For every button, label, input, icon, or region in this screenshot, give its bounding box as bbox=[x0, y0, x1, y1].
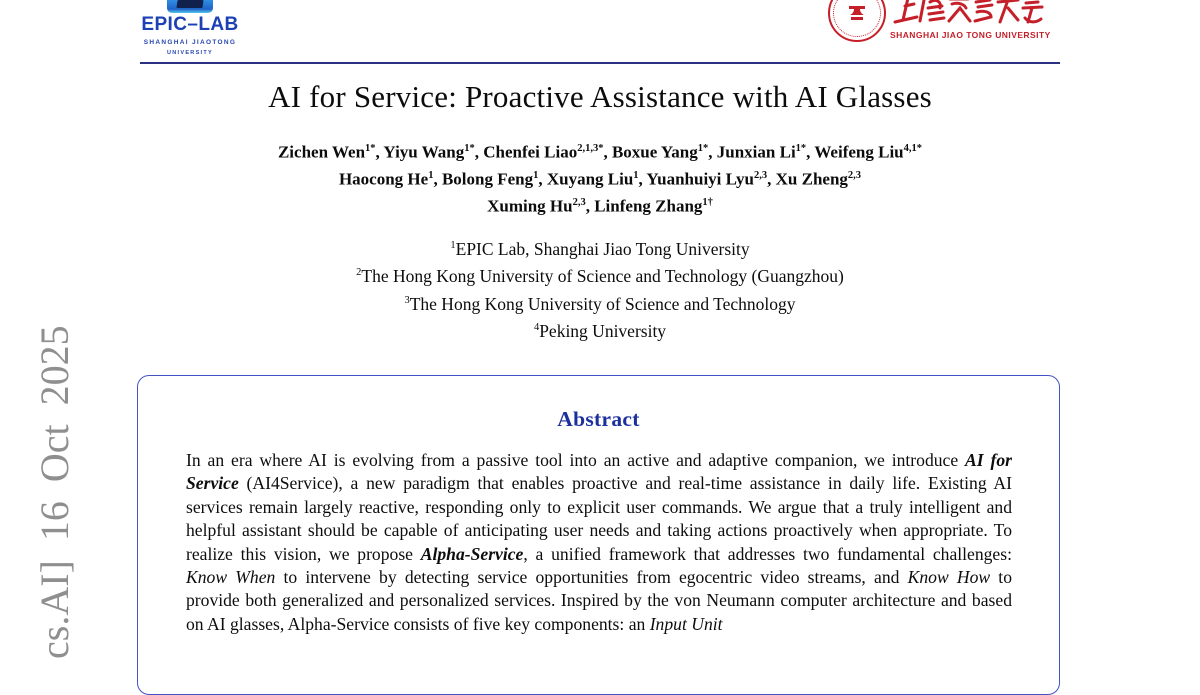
sjtu-anvil-icon bbox=[845, 1, 869, 25]
author-name: Weifeng Liu bbox=[814, 142, 904, 162]
sjtu-logo bbox=[826, 0, 1052, 48]
affiliation-text: EPIC Lab, Shanghai Jiao Tong University bbox=[455, 238, 750, 259]
author-name: Haocong He bbox=[338, 169, 429, 189]
abstract-heading: Abstract bbox=[557, 407, 640, 431]
abstract-segment: Know When bbox=[186, 567, 276, 588]
epic-lab-logo bbox=[138, 0, 242, 56]
sjtu-seal-icon bbox=[828, 0, 886, 42]
affiliation-text: Peking University bbox=[539, 320, 667, 341]
affiliation-superscript: 3 bbox=[404, 294, 410, 306]
abstract-segment: AI for Service bbox=[186, 450, 1013, 494]
abstract-segment: to intervene by detecting service opportunities from egocentric video streams, and bbox=[275, 567, 908, 588]
author-superscript: 1* bbox=[365, 143, 376, 154]
abstract-segment: Know How bbox=[907, 567, 991, 588]
author-name: Yiyu Wang bbox=[383, 142, 465, 162]
author-name: Xuming Hu bbox=[487, 196, 573, 216]
abstract-segment: Input Unit bbox=[649, 613, 723, 634]
arxiv-watermark: cs.AI] 16 Oct 2025 bbox=[32, 325, 77, 659]
affiliation-line bbox=[0, 316, 1200, 343]
author-superscript: 1† bbox=[702, 197, 713, 209]
affiliation-line bbox=[0, 289, 1200, 316]
author-superscript: 1* bbox=[464, 143, 475, 154]
author-name: Linfeng Zhang bbox=[594, 196, 703, 216]
affiliation-text: The Hong Kong University of Science and Technology (Guangzhou) bbox=[361, 266, 844, 287]
authors-block bbox=[0, 137, 1200, 218]
abstract-segment: (AI4Service), a new paradigm that enables proactive and real-time assistance in daily life. Existing AI services remain largely reactive, responding only to explicit user commands. We argue that a truly intelligent and helpful assistant should be capable of anticipating user needs and taking actions proactively when appropriate. To realize this vision, we propose bbox=[186, 473, 1012, 564]
author-name: Xu Zheng bbox=[775, 169, 848, 189]
author-name: Junxian Li bbox=[716, 142, 796, 162]
epic-lab-subtitle-1: SHANGHAI JIAOTONG bbox=[143, 39, 237, 46]
author-superscript: 2,3 bbox=[847, 170, 862, 182]
affiliation-line bbox=[0, 234, 1200, 261]
author-superscript: 1 bbox=[633, 170, 639, 182]
paper-title: AI for Service: Proactive Assistance with AI Glasses bbox=[268, 79, 932, 114]
author-name: Xuyang Liu bbox=[546, 169, 634, 189]
sjtu-logo-english: SHANGHAI JIAO TONG UNIVERSITY bbox=[890, 30, 1051, 40]
affiliation-superscript: 2 bbox=[356, 267, 362, 279]
affiliations-block bbox=[0, 234, 1200, 343]
author-name: Zichen Wen bbox=[277, 142, 366, 162]
author-superscript: 1* bbox=[697, 143, 709, 154]
affiliation-text: The Hong Kong University of Science and Technology bbox=[409, 293, 796, 314]
author-superscript: 1* bbox=[795, 143, 807, 154]
author-superscript: 1 bbox=[428, 170, 434, 182]
author-superscript: 2,3 bbox=[572, 197, 586, 209]
author-name: Boxue Yang bbox=[611, 142, 698, 162]
abstract-segment: to provide both generalized and personalized services. Inspired by the von Neumann computer architecture and based on AI glasses, Alpha-Service consists of five key components: an bbox=[186, 567, 1012, 634]
author-name: Yuanhuiyi Lyu bbox=[646, 169, 755, 189]
author-superscript: 2,3 bbox=[754, 170, 768, 182]
author-superscript: 2,1,3* bbox=[577, 143, 604, 154]
author-line: Xuming Hu$^{2,3}$, Linfeng Zhang$^{1\dagger}$ bbox=[487, 196, 713, 216]
epic-lab-title: EPIC–LAB bbox=[141, 14, 239, 35]
author-superscript: 4,1* bbox=[903, 143, 923, 154]
sjtu-calligraphy-icon bbox=[892, 0, 1048, 30]
epic-lab-printer-icon bbox=[167, 0, 213, 13]
author-name: Bolong Feng bbox=[441, 169, 534, 189]
abstract-segment: , a unified framework that addresses two fundamental challenges: bbox=[523, 543, 1012, 564]
author-line: Haocong He$^1$, Bolong Feng$^1$, Xuyang Liu$^1$, Yuanhuiyi Lyu$^{2,3}$, Xu Zheng$^{2,3}$ bbox=[338, 169, 862, 189]
abstract-box bbox=[137, 375, 1060, 695]
affiliation-superscript: 4 bbox=[533, 321, 540, 333]
abstract-segment: In an era where AI is evolving from a passive tool into an active and adaptive companion, we introduce bbox=[186, 450, 966, 470]
affiliation-line bbox=[0, 261, 1200, 288]
epic-lab-subtitle-2: UNIVERSITY bbox=[166, 50, 213, 56]
affiliation-superscript: 1 bbox=[450, 240, 456, 251]
abstract-body bbox=[186, 449, 1012, 636]
abstract-segment: Alpha-Service bbox=[420, 543, 524, 564]
author-line: Zichen Wen$^{1*}$, Yiyu Wang$^{1*}$, Chenfei Liao$^{2,1,3*}$, Boxue Yang$^{1*}$, Junxian $Li^{1*}$, Weifeng Liu$^{4,1*}$ bbox=[277, 142, 923, 162]
header-divider bbox=[140, 62, 1060, 64]
author-name: Chenfei Liao bbox=[483, 142, 578, 162]
epic-lab-printer-screen-icon bbox=[176, 0, 203, 8]
author-superscript: 1 bbox=[533, 170, 539, 182]
